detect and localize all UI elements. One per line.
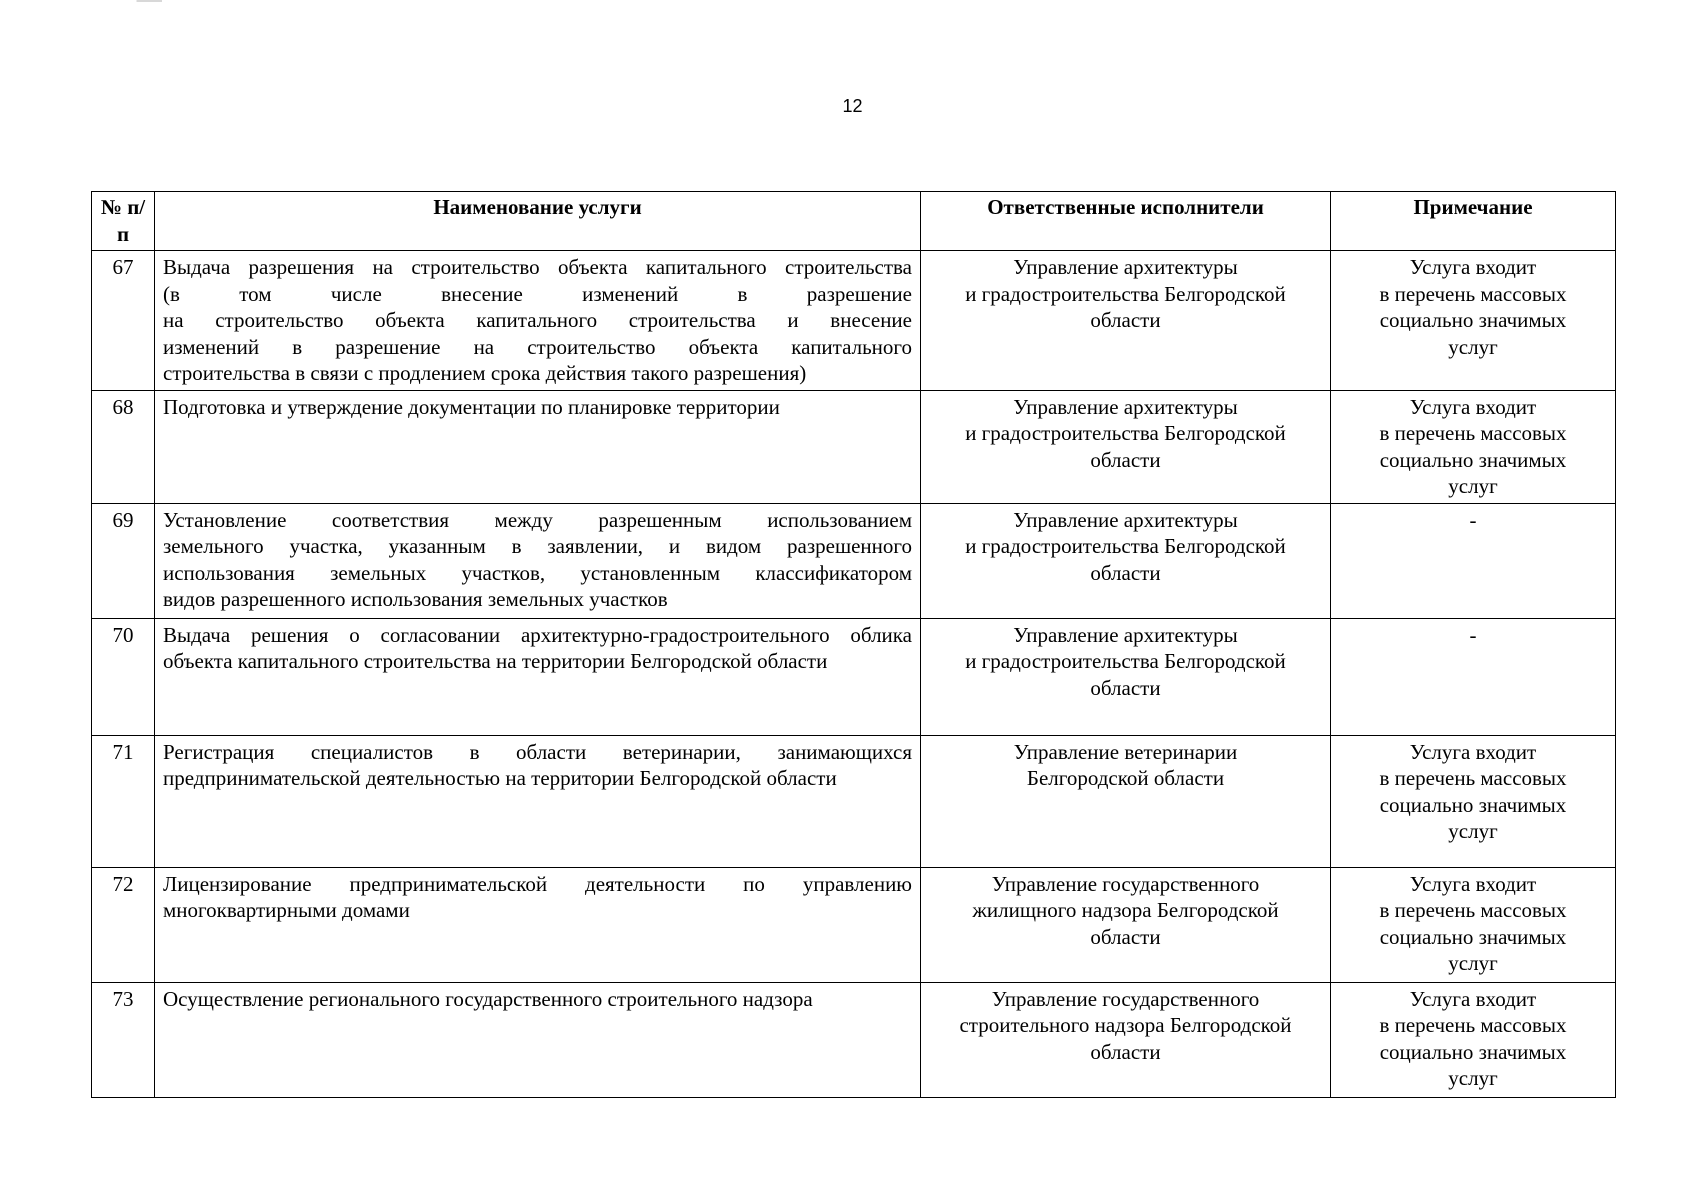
note [1331, 735, 1616, 867]
row-number: 73 [92, 982, 155, 1097]
table-row [92, 503, 1616, 618]
service-name [155, 867, 921, 982]
note-line: в перечень массовых [1379, 421, 1567, 445]
responsible-executors [921, 251, 1331, 391]
note-line: социально значимых [1379, 447, 1567, 472]
table-header-row [92, 192, 1616, 251]
note-line: - [1469, 622, 1477, 647]
service-name-line: Лицензирование предпринимательской деятельности по управлению [163, 871, 912, 896]
header-note-label: Примечание [1413, 195, 1533, 219]
note-line: в перечень массовых [1379, 1013, 1567, 1037]
responsible-executors [921, 982, 1331, 1097]
executor-line: жилищного надзора Белгородской [972, 898, 1279, 922]
note-line: услуг [1448, 819, 1498, 843]
page-number: 12 [842, 96, 863, 116]
note-line: - [1469, 507, 1477, 532]
note-line: в перечень массовых [1379, 898, 1567, 922]
header-note [1331, 192, 1616, 251]
table-row [92, 735, 1616, 867]
scan-edge-decoration [0, 0, 1705, 2]
executor-line: Управление архитектуры [1013, 394, 1238, 419]
service-name-line: (в том числе внесение изменений в разрешение [163, 281, 912, 306]
header-num [92, 192, 155, 251]
header-num-label: № п/п [100, 195, 146, 246]
row-number: 71 [92, 735, 155, 867]
service-name-line: Выдача решения о согласовании архитектурно-градостроительного облика [163, 622, 912, 647]
responsible-executors [921, 618, 1331, 735]
executor-line: Управление архитектуры [1013, 507, 1238, 532]
header-name-label: Наименование услуги [433, 195, 642, 219]
service-name-line: объекта капитального строительства на территории Белгородской области [163, 649, 828, 673]
executor-line: Управление государственного [991, 871, 1260, 896]
note [1331, 390, 1616, 503]
note-line: социально значимых [1379, 924, 1567, 949]
executor-line: и градостроительства Белгородской [965, 421, 1286, 445]
note-line: Услуга входит [1409, 986, 1537, 1011]
note-line: услуг [1448, 474, 1498, 498]
executor-line: Белгородской области [1026, 766, 1225, 790]
note-line: Услуга входит [1409, 394, 1537, 419]
service-name-line: многоквартирными домами [163, 898, 410, 922]
service-name [155, 251, 921, 391]
service-name-line: земельного участка, указанным в заявлении, и видом разрешенного [163, 534, 912, 558]
executor-line: строительного надзора Белгородской [959, 1013, 1292, 1037]
responsible-executors [921, 503, 1331, 618]
service-name-line: Подготовка и утверждение документации по планировке территории [163, 394, 780, 419]
service-name-line: предпринимательской деятельностью на территории Белгородской области [163, 766, 837, 790]
note [1331, 251, 1616, 391]
note-line: услуг [1448, 1066, 1498, 1090]
note-line: в перечень массовых [1379, 281, 1567, 306]
header-name [155, 192, 921, 251]
executor-line: области [1090, 308, 1161, 332]
note-line: услуг [1448, 334, 1498, 359]
table-row [92, 982, 1616, 1097]
service-name-line: строительства в связи с продлением срока действия такого разрешения) [163, 361, 807, 385]
executor-line: области [1090, 675, 1161, 700]
executor-line: и градостроительства Белгородской [965, 281, 1286, 306]
note-line: в перечень массовых [1379, 766, 1567, 790]
service-name [155, 735, 921, 867]
executor-line: области [1090, 924, 1161, 949]
executor-line: области [1090, 560, 1161, 585]
note-line: Услуга входит [1409, 739, 1537, 764]
service-name-line: Выдача разрешения на строительство объекта капитального строительства [163, 255, 912, 279]
executor-line: Управление архитектуры [1013, 622, 1238, 647]
service-name-line: использования земельных участков, установленным классификатором [163, 560, 912, 585]
responsible-executors [921, 867, 1331, 982]
service-name-line: Установление соответствия между разрешенным использованием [163, 507, 912, 532]
table-row [92, 251, 1616, 391]
header-executors [921, 192, 1331, 251]
service-name-line: на строительство объекта капитального строительства и внесение [163, 308, 912, 332]
service-name-line: видов разрешенного использования земельных участков [163, 587, 668, 611]
header-executors-label: Ответственные исполнители [987, 195, 1264, 219]
note [1331, 618, 1616, 735]
row-number: 72 [92, 867, 155, 982]
executor-line: Управление ветеринарии [1013, 739, 1238, 764]
row-number: 67 [92, 251, 155, 391]
executor-line: и градостроительства Белгородской [965, 534, 1286, 558]
note [1331, 867, 1616, 982]
executor-line: Управление архитектуры [1013, 255, 1238, 279]
service-name-line: Осуществление регионального государственного строительного надзора [163, 986, 813, 1011]
note [1331, 503, 1616, 618]
note-line: услуг [1448, 951, 1498, 975]
service-name-line: изменений в разрешение на строительство объекта капитального [163, 334, 912, 359]
service-name [155, 390, 921, 503]
responsible-executors [921, 735, 1331, 867]
service-name [155, 982, 921, 1097]
executor-line: Управление государственного [991, 986, 1260, 1011]
executor-line: области [1090, 447, 1161, 472]
service-name [155, 503, 921, 618]
note-line: социально значимых [1379, 792, 1567, 817]
table-row [92, 390, 1616, 503]
note [1331, 982, 1616, 1097]
executor-line: и градостроительства Белгородской [965, 649, 1286, 673]
note-line: Услуга входит [1409, 871, 1537, 896]
service-name [155, 618, 921, 735]
responsible-executors [921, 390, 1331, 503]
executor-line: области [1090, 1039, 1161, 1064]
row-number: 68 [92, 390, 155, 503]
note-line: социально значимых [1379, 1039, 1567, 1064]
services-table [91, 191, 1616, 1098]
row-number: 70 [92, 618, 155, 735]
note-line: социально значимых [1379, 308, 1567, 332]
table-row [92, 618, 1616, 735]
note-line: Услуга входит [1409, 255, 1537, 279]
row-number: 69 [92, 503, 155, 618]
service-name-line: Регистрация специалистов в области ветеринарии, занимающихся [163, 739, 912, 764]
table-row [92, 867, 1616, 982]
